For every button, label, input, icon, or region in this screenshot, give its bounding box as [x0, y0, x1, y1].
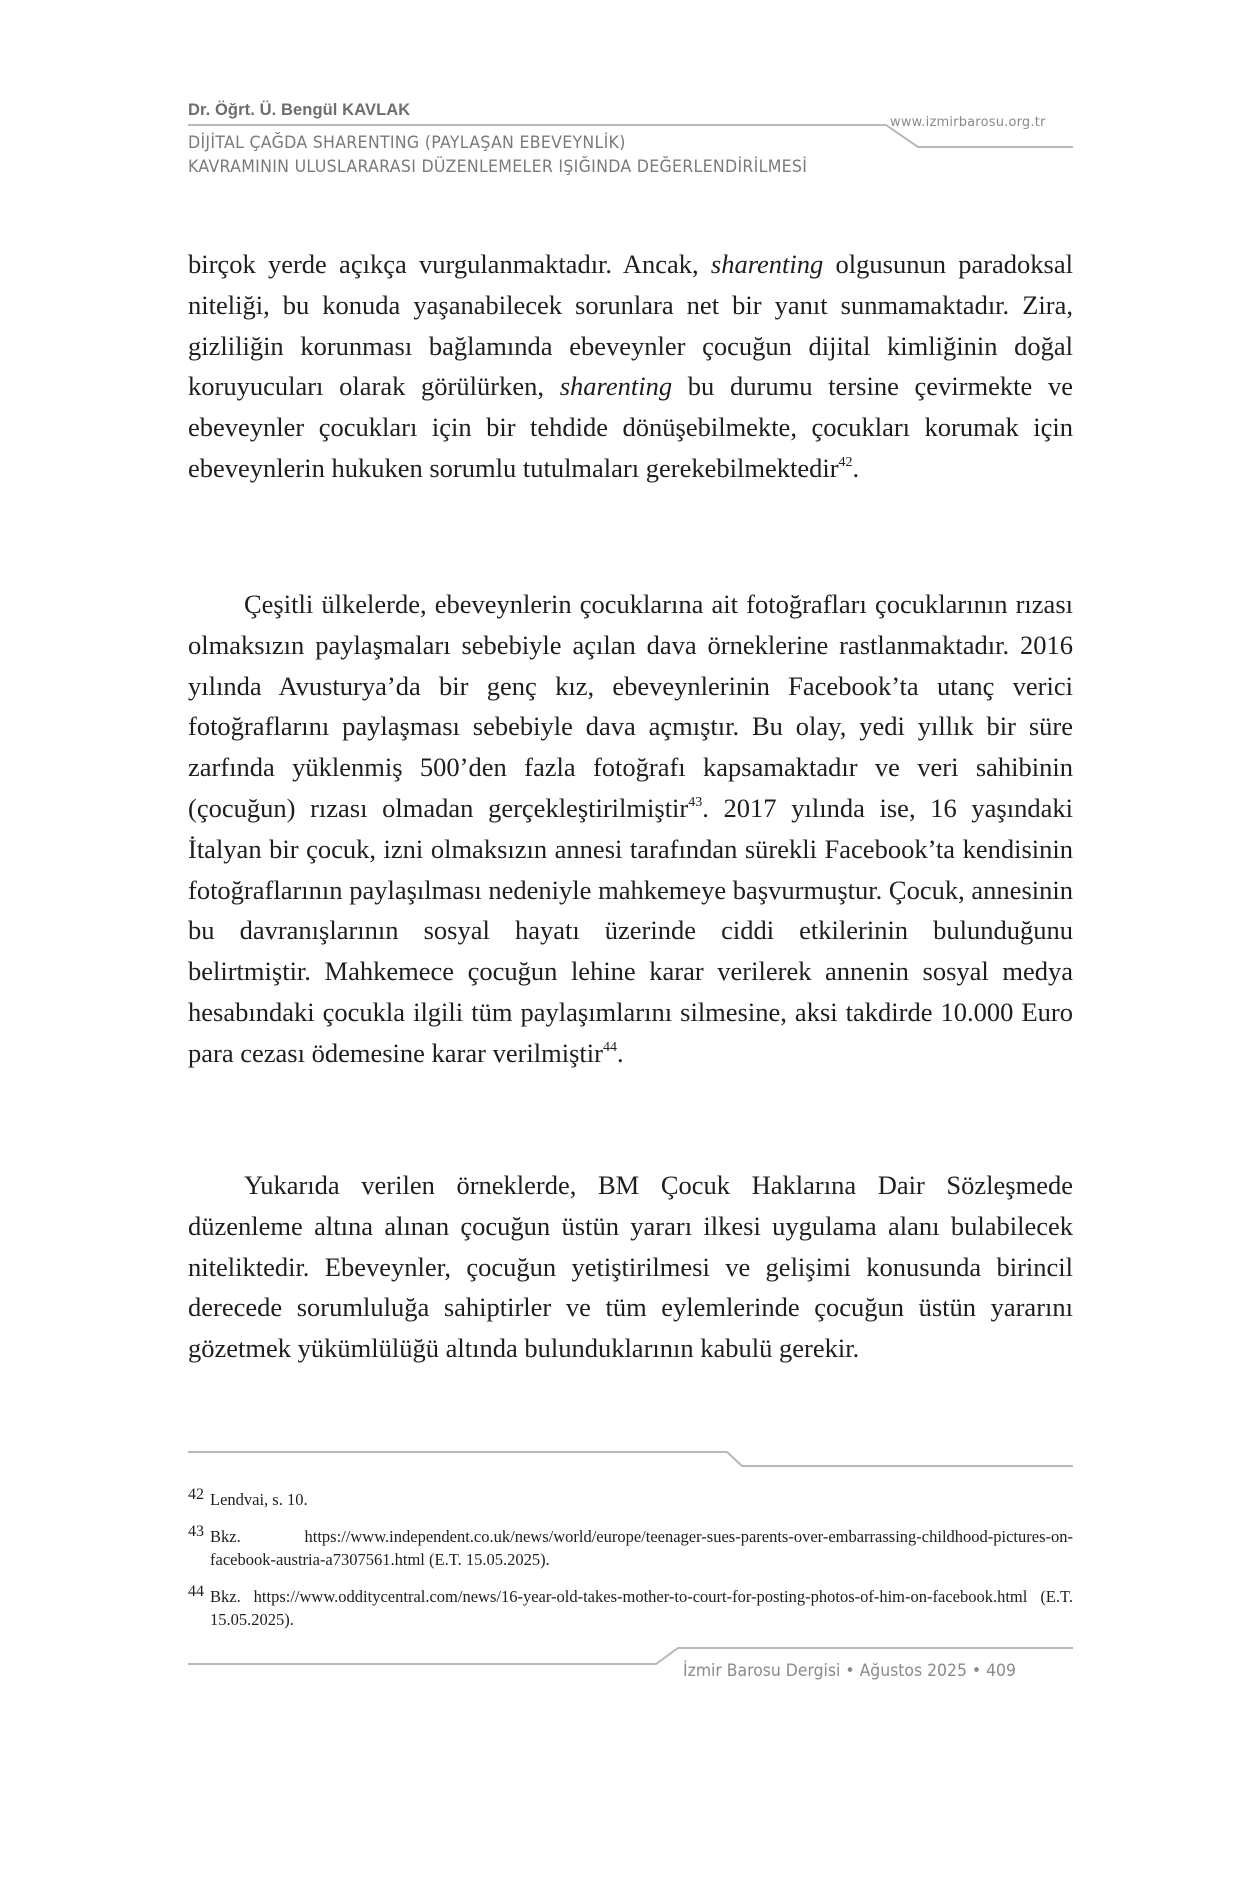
footer-issue-date: Ağustos 2025: [859, 1661, 967, 1681]
footnote-text[interactable]: Bkz. https://www.odditycentral.com/news/16-year-old-takes-mother-to-court-for-posting-photos-of-him-on-facebook.html (E.T. 15.05.2025).: [210, 1587, 1073, 1629]
emphasis-term: sharenting: [559, 371, 673, 402]
footnote-ref-44[interactable]: 44: [602, 1039, 617, 1055]
footnote-number: 42: [188, 1486, 204, 1503]
page-number: 409: [986, 1661, 1016, 1681]
footnote-ref-43[interactable]: 43: [688, 794, 703, 810]
footnote-ref-42[interactable]: 42: [838, 454, 853, 470]
header-website: www.izmirbarosu.org.tr: [890, 115, 1046, 130]
header-title-line-1: DİJİTAL ÇAĞDA SHARENTING (PAYLAŞAN EBEVEYNLİK): [188, 133, 626, 153]
footer-journal-info: [683, 1661, 1016, 1681]
footnote-number: 44: [188, 1583, 204, 1600]
header-author: Dr. Öğrt. Ü. Bengül KAVLAK: [188, 101, 411, 119]
footnote-text: Lendvai, s. 10.: [210, 1490, 308, 1509]
footer-journal-name: İzmir Barosu Dergisi: [683, 1661, 841, 1681]
body-paragraph-3: Yukarıda verilen örneklerde, BM Çocuk Haklarına Dair Sözleşmede düzenleme altına alınan çocuğun üstün yararı ilkesi uygulama alanı bulabilecek niteliktedir. Ebeveynler, çocuğun yetiştirilmesi ve gelişimi konusunda birincil derecede sorumluluğa sahiptirler ve tüm eylemlerinde çocuğun üstün yararını gözetmek yükümlülüğü altında bulunduklarının kabulü gerekir.: [188, 1170, 1073, 1364]
emphasis-term: sharenting: [710, 249, 824, 279]
body-paragraph-1: birçok yerde açıkça vurgulanmaktadır. Ancak, sharenting olgusunun paradoksal niteliği, bu konuda yaşanabilecek sorunlara net bir yanıt sunmamaktadır. Zira, gizliliğin korunması bağlamında ebeveynler çocuğun dijital kimliğinin doğal koruyucuları olarak görülürken, sharenting bu durumu tersine çevirmekte ve ebeveynler çocukları için bir tehdide dönüşebilmekte, çocukları korumak için ebeveynlerin hukuken sorumlu tutulmaları gerekebilmektedir$^{42}$.: [188, 249, 1073, 483]
footnote-number: 43: [188, 1523, 204, 1540]
footer-separator: •: [845, 1661, 855, 1681]
footer-separator: •: [971, 1661, 982, 1681]
footnote-text[interactable]: Bkz. https://www.independent.co.uk/news/world/europe/teenager-sues-parents-over-embarrassing-childhood-pictures-on-facebook-austria-a7307561.html (E.T. 15.05.2025).: [210, 1527, 1073, 1569]
header-title-line-2: KAVRAMININ ULUSLARARASI DÜZENLEMELER IŞIĞINDA DEĞERLENDİRİLMESİ: [188, 157, 808, 177]
body-paragraph-2: Çeşitli ülkelerde, ebeveynlerin çocuklarına ait fotoğrafları çocuklarının rızası olmaksızın paylaşmaları sebebiyle açılan dava örneklerine rastlanmaktadır. 2016 yılında Avusturya’da bir genç kız, ebeveynlerinin Facebook’ta utanç verici fotoğraflarını paylaşması sebebiyle dava açmıştır. Bu olay, yedi yıllık bir süre zarfında yüklenmiş 500’den fazla fotoğrafı kapsamaktadır ve veri sahibinin (çocuğun) rızası olmadan gerçekleştirilmiştir$^{43}$. 2017 yılında ise, 16 yaşındaki İtalyan bir çocuk, izni olmaksızın annesi tarafından sürekli Facebook’ta kendisinin fotoğraflarının paylaşılması nedeniyle mahkemeye başvurmuştur. Çocuk, annesinin bu davranışlarının sosyal hayatı üzerinde ciddi etkilerinin bulunduğunu belirtmiştir. Mahkemece çocuğun lehine karar verilerek annenin sosyal medya hesabındaki çocukla ilgili tüm paylaşımlarını silmesine, aksi takdirde 10.000 Euro para cezası ödemesine karar verilmiştir$^{44}$.: [188, 589, 1073, 1068]
